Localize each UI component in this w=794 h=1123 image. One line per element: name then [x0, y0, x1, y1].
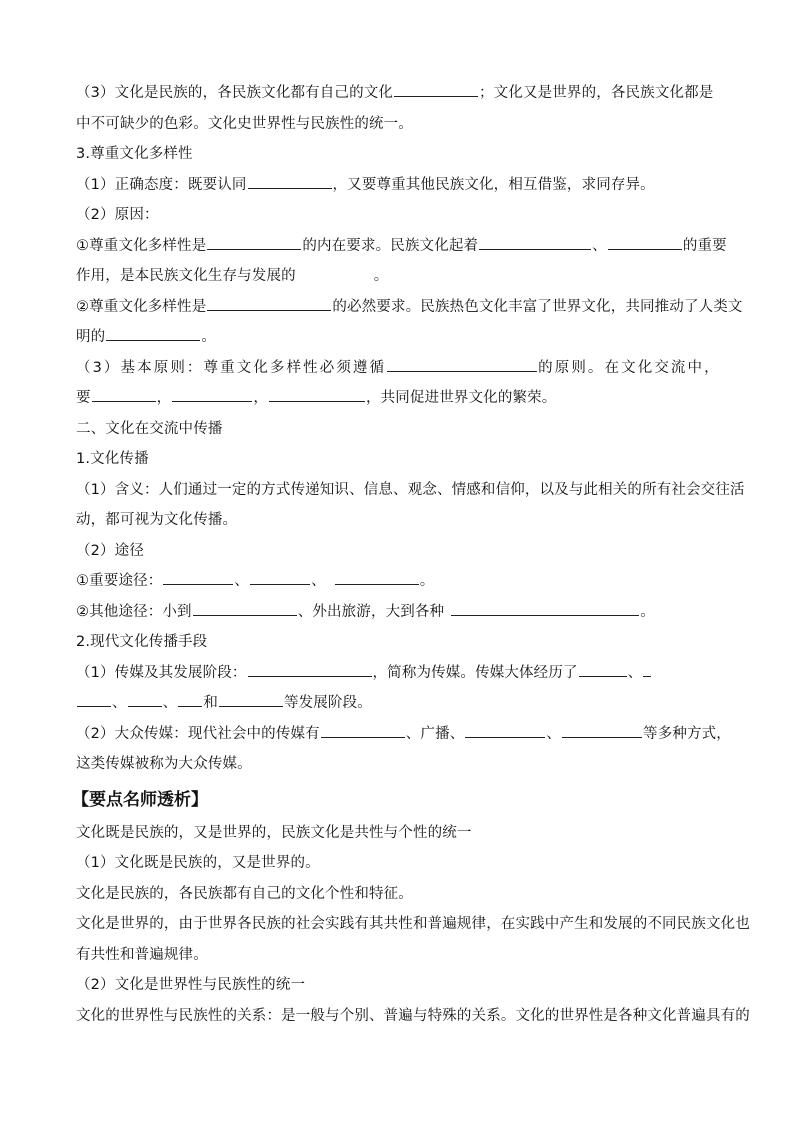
fill-blank[interactable]: [465, 722, 545, 738]
text: ②其他途径：小到: [76, 603, 192, 620]
text: 等多种方式，: [643, 725, 731, 742]
fill-blank[interactable]: [562, 722, 642, 738]
text: 的原则。在文化交流中，: [538, 359, 721, 376]
fill-blank[interactable]: [248, 173, 332, 189]
text: 、: [592, 237, 607, 254]
fill-blank[interactable]: [579, 661, 627, 677]
text: 文化的世界性与民族性的关系：是一般与个别、普遍与特殊的关系。文化的世界性是各种文化普遍具有的: [76, 1007, 750, 1024]
text: （1）正确态度：既要认同: [76, 176, 247, 193]
text: 、: [627, 664, 643, 681]
text: （1）文化既是民族的，又是世界的。: [76, 855, 320, 871]
text: 。: [373, 268, 389, 284]
text: 、外出旅游，大到各种: [297, 603, 445, 620]
paragraph: [76, 818, 720, 849]
text: 文化既是民族的，又是世界的，民族文化是共性与个性的统一: [76, 824, 472, 841]
fill-blank[interactable]: [193, 600, 297, 616]
text: 1.文化传播: [76, 451, 149, 467]
fill-blank[interactable]: [178, 691, 202, 707]
text: （2）大众传媒：现代社会中的传媒有: [76, 725, 320, 742]
text: 、广播、: [405, 725, 465, 742]
section-title: [76, 414, 720, 445]
text: ，又要尊重其他民族文化，相互借鉴，求同存异。: [332, 176, 655, 193]
document-page: [72, 78, 750, 1031]
text: ，: [156, 390, 172, 406]
fill-blank[interactable]: [106, 325, 200, 341]
text: 3.尊重文化多样性: [76, 146, 193, 162]
paragraph: [76, 109, 720, 140]
text: （1）含义：人们通过一定的方式传递知识、信息、观念、情感和信仰，以及与此相关的所有社会交往活: [76, 481, 745, 498]
text: 、: [162, 695, 178, 711]
fill-blank[interactable]: [163, 569, 233, 585]
fill-blank[interactable]: [269, 386, 365, 402]
text: （1）传媒及其发展阶段：: [76, 664, 247, 681]
paragraph: [76, 261, 720, 292]
fill-blank[interactable]: [248, 661, 372, 677]
paragraph: [76, 719, 731, 750]
text: 、: [112, 695, 127, 711]
text: 、: [234, 573, 250, 589]
fill-blank[interactable]: [335, 569, 419, 585]
text: ，共同促进世界文化的繁荣。: [365, 390, 557, 406]
fill-blank[interactable]: [207, 295, 331, 311]
text: （3）基本原则：尊重文化多样性必须遵循: [76, 359, 387, 376]
text: 的内在要求。民族文化起着: [302, 237, 479, 254]
text: 二、文化在交流中传播: [76, 420, 223, 437]
text: ；文化又是世界的，各民族文化都是: [479, 85, 714, 101]
fill-blank[interactable]: [172, 386, 252, 402]
fill-blank[interactable]: [394, 81, 478, 97]
paragraph: [76, 231, 727, 262]
fill-blank[interactable]: [479, 234, 591, 250]
paragraph: [76, 597, 720, 628]
paragraph: [76, 940, 720, 971]
paragraph: [76, 749, 720, 780]
section-title: [76, 139, 720, 170]
paragraph: [76, 658, 720, 689]
paragraph: [76, 566, 720, 597]
paragraph: [76, 505, 720, 536]
paragraph: [76, 292, 743, 323]
paragraph: [76, 170, 720, 201]
text: 中不可缺少的色彩。文化史世界性与民族性的统一。: [76, 115, 413, 132]
text: 2.现代文化传播手段: [76, 634, 208, 650]
paragraph: [76, 879, 720, 910]
fill-blank[interactable]: [207, 234, 301, 250]
text: 。: [201, 329, 216, 345]
fill-blank[interactable]: [643, 661, 651, 677]
fill-blank[interactable]: [92, 386, 156, 402]
paragraph: [76, 322, 720, 353]
paragraph: [76, 536, 720, 567]
text: 。: [419, 573, 435, 589]
paragraph: [76, 909, 750, 940]
fill-blank[interactable]: [321, 722, 405, 738]
paragraph: [76, 970, 720, 1001]
text: 有共性和普遍规律。: [76, 946, 208, 963]
text: （3）文化是民族的，各民族文化都有自己的文化: [76, 85, 394, 101]
paragraph: [76, 383, 720, 414]
fill-blank[interactable]: [128, 691, 162, 707]
text: 文化是世界的，由于世界各民族的社会实践有其共性和普遍规律，在实践中产生和发展的不同民族文化也: [76, 916, 750, 932]
paragraph: [76, 353, 720, 384]
text: 、: [546, 725, 562, 742]
fill-blank[interactable]: [451, 600, 639, 616]
fill-blank[interactable]: [77, 691, 111, 707]
fill-blank[interactable]: [219, 691, 283, 707]
text: 等发展阶段。: [283, 695, 372, 711]
section-heading: [72, 782, 720, 818]
text: 【要点名师透析】: [72, 789, 208, 810]
text: ①尊重文化多样性是: [76, 237, 207, 254]
section-title: [76, 627, 720, 658]
text: 和: [203, 695, 218, 711]
text: （2）原因：: [76, 207, 159, 223]
text: 要: [76, 390, 91, 406]
text: 的重要: [682, 237, 727, 254]
fill-blank[interactable]: [608, 234, 682, 250]
paragraph: [76, 688, 720, 719]
text: 。: [640, 603, 655, 620]
text: ，: [253, 390, 268, 406]
section-title: [76, 444, 720, 475]
text: ①重要途径：: [76, 573, 163, 589]
text: 动，都可视为文化传播。: [76, 512, 238, 528]
paragraph: [76, 848, 720, 879]
paragraph: [76, 475, 745, 506]
text: ，简称为传媒。传媒大体经历了: [372, 664, 578, 681]
text: 作用，是本民族文化生存与发展的: [76, 268, 296, 284]
text: ②尊重文化多样性是: [76, 298, 207, 315]
text: （2）文化是世界性与民族性的统一: [76, 977, 306, 993]
paragraph: [76, 1001, 750, 1032]
text: 、: [311, 573, 326, 589]
text: （2）途径: [76, 542, 144, 559]
text: 明的: [76, 329, 106, 345]
text: 的必然要求。民族热色文化丰富了世界文化，共同推动了人类文: [332, 298, 743, 315]
text: 这类传媒被称为大众传媒。: [76, 756, 252, 772]
fill-blank[interactable]: [387, 356, 537, 372]
text: 文化是民族的，各民族都有自己的文化个性和特征。: [76, 885, 413, 902]
paragraph: [76, 200, 720, 231]
paragraph: [76, 78, 720, 109]
fill-blank[interactable]: [250, 569, 310, 585]
